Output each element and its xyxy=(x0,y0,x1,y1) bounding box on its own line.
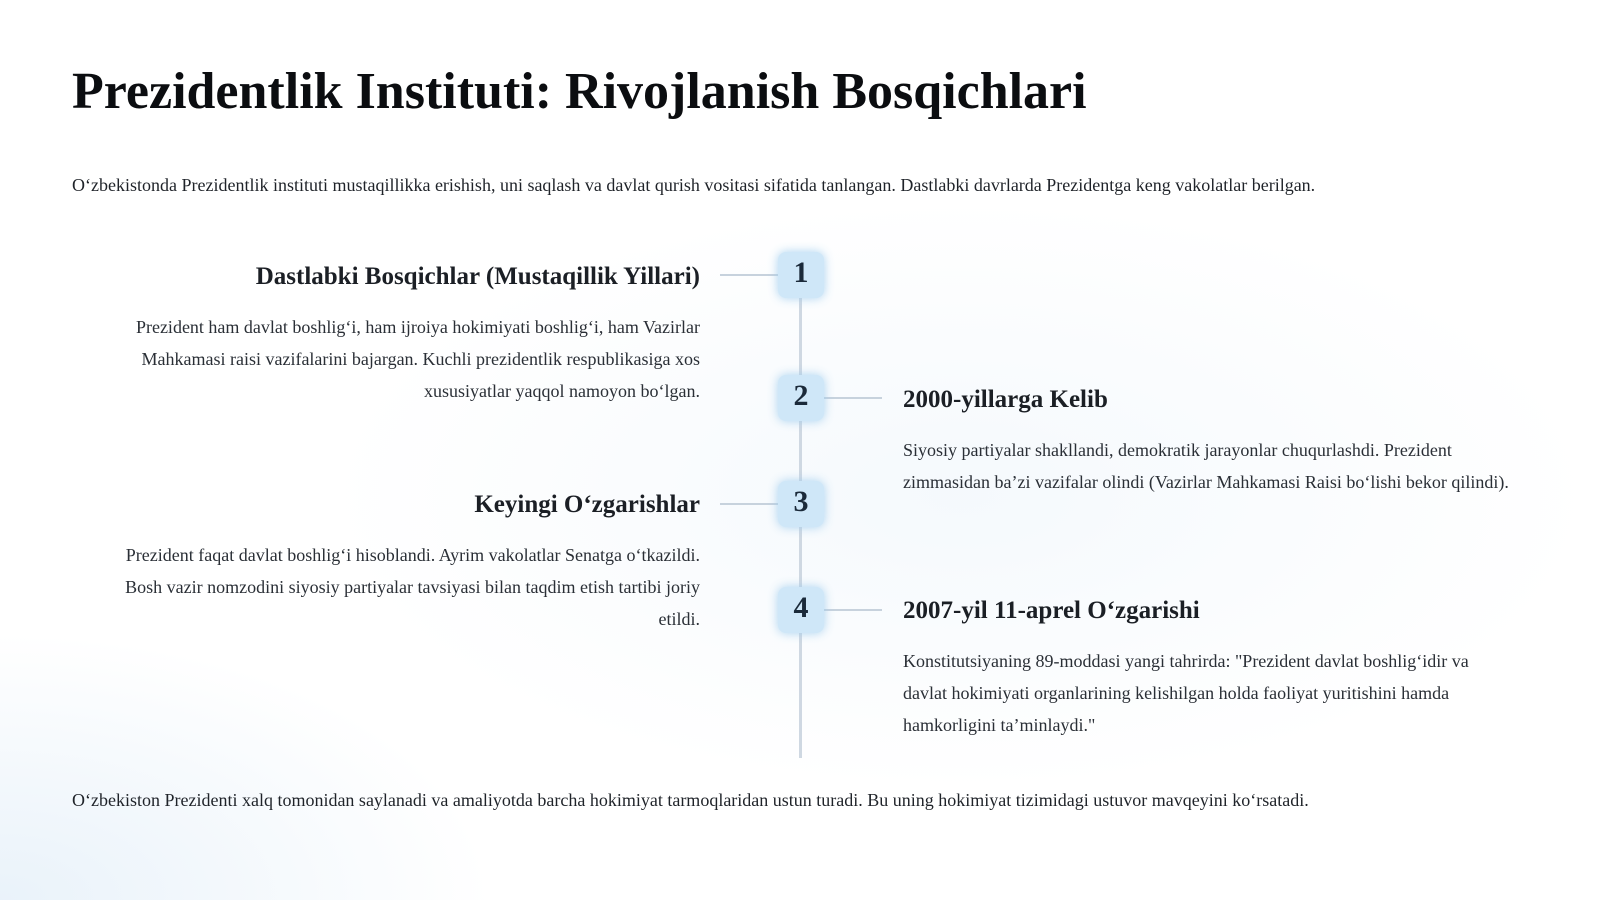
timeline-connector-4 xyxy=(824,609,882,611)
timeline-text-3: Prezident faqat davlat boshlig‘i hisoblandi. Ayrim vakolatlar Senatga o‘tkazildi. Bosh vazir nomzodini siyosiy partiyalar tavsiyasi bilan taqdim etish tartibi joriy etildi. xyxy=(125,545,700,629)
timeline-connector-2 xyxy=(824,397,882,399)
timeline-node-4: 4 xyxy=(778,587,824,633)
timeline-heading-1: Dastlabki Bosqichlar (Mustaqillik Yillari) xyxy=(255,263,700,290)
timeline-card-1 xyxy=(90,263,700,407)
timeline-text-1: Prezident ham davlat boshlig‘i, ham ijroiya hokimiyati boshlig‘i, ham Vazirlar Mahkamasi raisi vazifalarini bajargan. Kuchli prezidentlik respublikasiga xos xususiyatlar yaqqol namoyon bo‘lgan. xyxy=(135,317,700,401)
timeline-card-3 xyxy=(90,491,700,635)
timeline-connector-1 xyxy=(720,274,778,276)
timeline-card-4 xyxy=(903,597,1513,741)
timeline-text-2: Siyosiy partiyalar shakllandi, demokratik jarayonlar chuqurlashdi. Prezident zimmasidan ba’zi vazifalar olindi (Vazirlar Mahkamasi Raisi bo‘lishi bekor qilindi). xyxy=(903,440,1509,492)
page-title: Prezidentlik Instituti: Rivojlanish Bosqichlari xyxy=(72,63,1087,120)
timeline-heading-2: 2000-yillarga Kelib xyxy=(903,386,1108,413)
timeline-text-4: Konstitutsiyaning 89-moddasi yangi tahrirda: "Prezident davlat boshlig‘idir va davlat hokimiyati organlarining kelishilgan holda faoliyat yuritishini hamda hamkorligini ta’minlaydi." xyxy=(903,651,1469,735)
timeline-connector-3 xyxy=(720,503,778,505)
timeline-heading-4: 2007-yil 11-aprel O‘zgarishi xyxy=(903,597,1200,624)
timeline-heading-3: Keyingi O‘zgarishlar xyxy=(474,491,700,518)
timeline-node-3: 3 xyxy=(778,481,824,527)
timeline-node-1: 1 xyxy=(778,252,824,298)
timeline-node-2: 2 xyxy=(778,375,824,421)
intro-paragraph: O‘zbekistonda Prezidentlik instituti mustaqillikka erishish, uni saqlash va davlat qurish vositasi sifatida tanlangan. Dastlabki davrlarda Prezidentga keng vakolatlar berilgan. xyxy=(72,175,1316,195)
timeline-card-2 xyxy=(903,386,1513,498)
conclusion-paragraph: O‘zbekiston Prezidenti xalq tomonidan saylanadi va amaliyotda barcha hokimiyat tarmoqlaridan ustun turadi. Bu uning hokimiyat tizimidagi ustuvor mavqeyini ko‘rsatadi. xyxy=(72,790,1309,810)
